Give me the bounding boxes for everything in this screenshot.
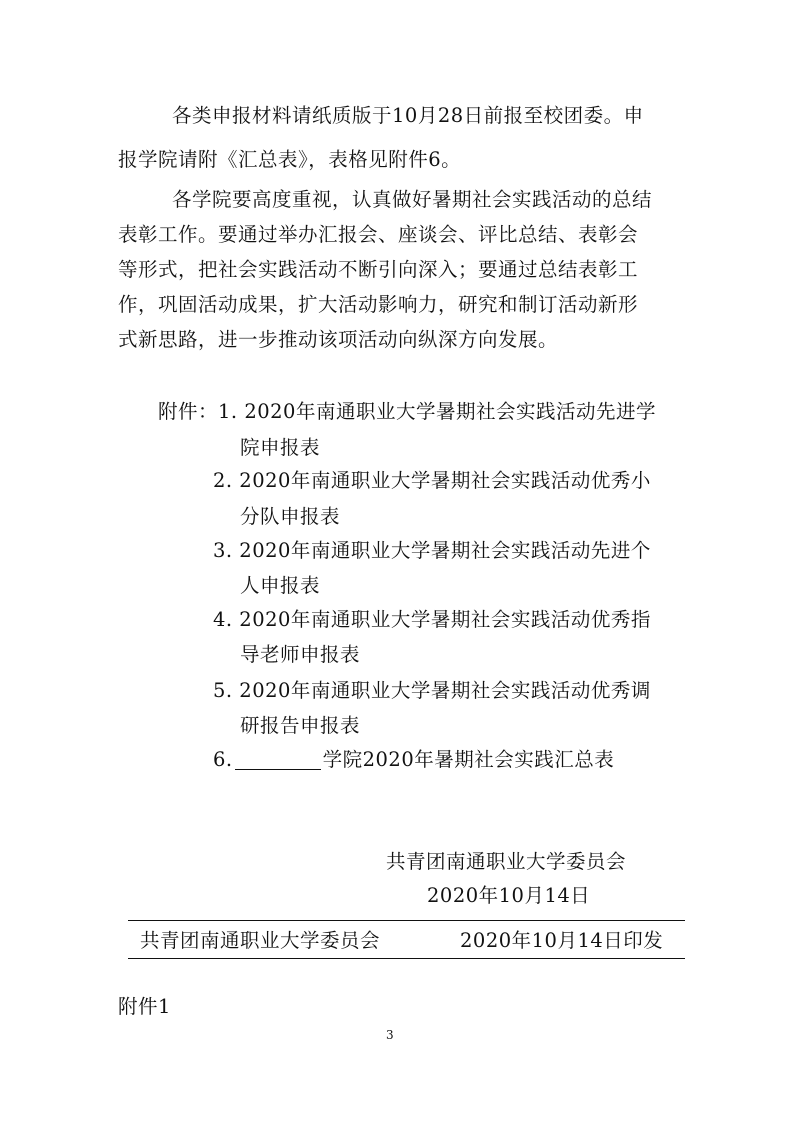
paragraph-1-line-1: 各类申报材料请纸质版于10月28日前报至校团委。申	[172, 104, 644, 127]
fill-in-blank	[235, 751, 321, 770]
page-number: 3	[386, 1028, 394, 1042]
attachment-item-1	[158, 402, 656, 422]
attachment-item-4: 4. 2020年南通职业大学暑期社会实践活动优秀指	[213, 608, 651, 631]
paragraph-2-line-2: 表彰工作。要通过举办汇报会、座谈会、评比总结、表彰会	[118, 223, 639, 246]
footer-bottom-rule	[128, 958, 685, 959]
attachment-item-6	[213, 750, 614, 770]
attachment-item-1-title: 1. 2020年南通职业大学暑期社会实践活动先进学	[218, 400, 656, 423]
attachment-item-3: 3. 2020年南通职业大学暑期社会实践活动先进个	[213, 539, 651, 562]
annex-label: 附件1	[118, 995, 171, 1018]
attachment-item-4-cont: 导老师申报表	[240, 643, 361, 666]
signature-date: 2020年10月14日	[427, 884, 591, 907]
paragraph-2-line-5: 式新思路，进一步推动该项活动向纵深方向发展。	[118, 328, 559, 351]
attachment-item-6-title: 学院2020年暑期社会实践汇总表	[322, 748, 615, 771]
paragraph-2-line-1: 各学院要高度重视，认真做好暑期社会实践活动的总结	[172, 188, 653, 211]
paragraph-1-line-2: 报学院请附《汇总表》，表格见附件6。	[118, 148, 462, 171]
attachment-item-5: 5. 2020年南通职业大学暑期社会实践活动优秀调	[213, 679, 651, 702]
paragraph-2-line-3: 等形式，把社会实践活动不断引向深入；要通过总结表彰工	[118, 258, 639, 281]
attachment-item-2: 2. 2020年南通职业大学暑期社会实践活动优秀小	[213, 469, 651, 492]
attachment-item-3-cont: 人申报表	[240, 574, 321, 597]
signature-org: 共青团南通职业大学委员会	[386, 850, 627, 873]
attachment-item-5-cont: 研报告申报表	[240, 714, 361, 737]
attachment-item-1-cont: 院申报表	[240, 436, 321, 459]
attachment-item-2-cont: 分队申报表	[240, 505, 341, 528]
attachment-item-6-number: 6.	[213, 748, 233, 771]
footer-top-rule	[128, 920, 685, 921]
footer-org: 共青团南通职业大学委员会	[140, 929, 381, 952]
attachment-prefix: 附件：	[158, 400, 219, 423]
footer-issued-date: 2020年10月14日印发	[460, 929, 664, 952]
paragraph-2-line-4: 作，巩固活动成果，扩大活动影响力，研究和制订活动新形	[118, 293, 639, 316]
